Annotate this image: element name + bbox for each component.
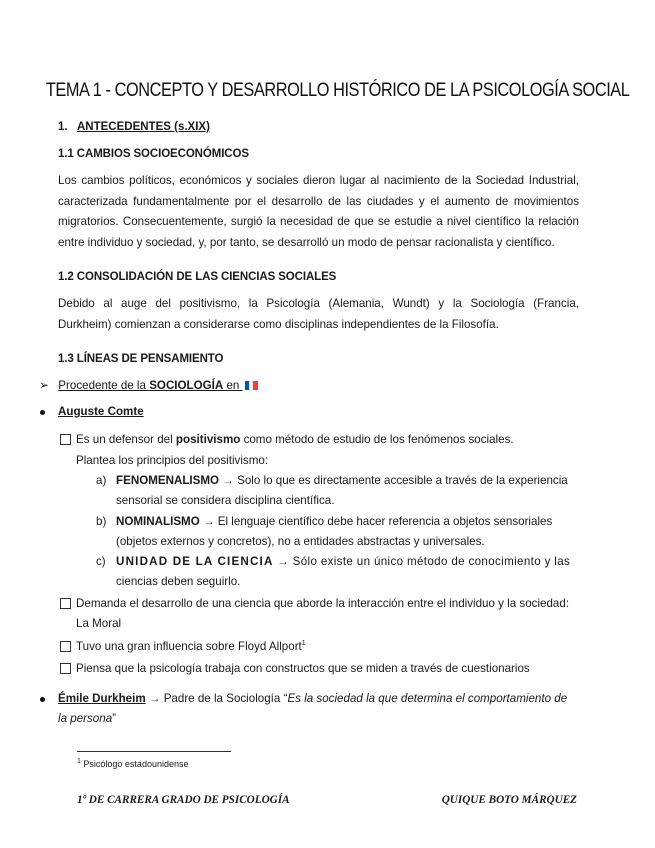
- subsection-heading-1-3: 1.3 LÍNEAS DE PENSAMIENTO: [58, 353, 224, 365]
- section-number: 1.: [58, 121, 68, 133]
- item-text: Es un defensor del: [76, 433, 176, 446]
- comte-item-cuestionarios: Piensa que la psicología trabaja con constructos que se miden a través de cuestionarios: [76, 662, 530, 675]
- origin-prefix: Procedente de la: [58, 379, 150, 392]
- principle-marker: b): [96, 515, 107, 528]
- paragraph-line: Durkheim) comienzan a considerarse como disciplinas independientes de la Filosofía.: [58, 317, 499, 331]
- checkbox-icon: [60, 663, 71, 674]
- paragraph-line: caracterizada fundamentalmente por el desarrollo de las ciudades y el aumento de movimientos: [58, 194, 579, 208]
- paragraph-line: Debido al auge del positivismo, la Psicología (Alemania, Wundt) y la Sociología (Francia,: [58, 297, 579, 310]
- comte-heading: Auguste Comte: [58, 405, 144, 418]
- footnote-marker: 1: [77, 758, 81, 765]
- checkbox-icon: [60, 641, 71, 652]
- origin-suffix: en: [223, 379, 243, 392]
- section-label: ANTECEDENTES (s.XIX): [77, 121, 210, 133]
- footer-right: QUIQUE BOTO MÁRQUEZ: [441, 794, 577, 806]
- subsection-heading-1-1: 1.1 CAMBIOS SOCIOECONÓMICOS: [58, 148, 249, 160]
- paragraph-line: entre individuo y sociedad, y, por tanto, se desarrolló un modo de pensar racionalista y científico.: [58, 235, 555, 249]
- principle-fenomenalismo: [116, 474, 568, 487]
- flag-stripe: [253, 381, 257, 390]
- durkheim-item-cont: [58, 712, 116, 725]
- footnote: [77, 759, 188, 769]
- origin-bold: SOCIOLOGÍA: [149, 379, 224, 392]
- paragraph-consolidacion: [58, 294, 579, 335]
- principle-unidad: [116, 555, 570, 568]
- principle-marker: c): [96, 555, 106, 568]
- bullet-dot-icon: [40, 697, 45, 702]
- quote-text: Es la sociedad la que determina el comportamiento de: [287, 692, 568, 705]
- paragraph-line: migratorios. Consecuentemente, surgió la necesidad de que se estudie a nivel científico la relación: [58, 215, 579, 229]
- principle-continuation: ciencias deben seguirlo.: [116, 575, 241, 588]
- principle-text: El lenguaje científico debe hacer referencia a objetos sensoriales: [217, 515, 553, 528]
- comte-item-moral: Demanda el desarrollo de una ciencia que aborde la interacción entre el individuo y la sociedad:: [76, 597, 570, 610]
- comte-item-moral-cont: La Moral: [76, 617, 122, 630]
- principle-term: UNIDAD DE LA CIENCIA: [116, 555, 274, 568]
- origin-text: [58, 379, 242, 392]
- france-flag-icon: [245, 380, 258, 389]
- item-text: Padre de la Sociología “: [163, 692, 288, 705]
- comte-item-principles-intro: Plantea los principios del positivismo:: [76, 454, 269, 467]
- durkheim-item: [58, 692, 567, 705]
- item-text: Tuvo una gran influencia sobre Floyd Allport: [76, 640, 302, 653]
- subsection-heading-1-2: 1.2 CONSOLIDACIÓN DE LAS CIENCIAS SOCIALES: [58, 271, 337, 283]
- comte-item-allport: [76, 640, 306, 653]
- principle-term: NOMINALISMO: [116, 515, 200, 528]
- item-text: como método de estudio de los fenómenos sociales.: [240, 433, 514, 446]
- arrow-icon: →: [145, 692, 164, 705]
- page-title: TEMA 1 - CONCEPTO Y DESARROLLO HISTÓRICO DE LA PSICOLOGÍA SOCIAL: [45, 80, 630, 101]
- arrow-icon: →: [273, 555, 293, 568]
- quote-close: ”: [112, 712, 117, 725]
- arrow-bullet-icon: ➢: [39, 378, 50, 392]
- quote-text: la persona: [58, 712, 113, 725]
- arrow-icon: →: [219, 474, 238, 487]
- paragraph-line: Los cambios políticos, económicos y sociales dieron lugar al nacimiento de la Sociedad Industrial,: [58, 174, 579, 187]
- principle-continuation: (objetos externos y concretos), no a entidades abstractas y universales.: [116, 535, 485, 548]
- principle-nominalismo: [116, 515, 552, 528]
- comte-item-positivismo: [76, 433, 514, 446]
- principle-text: Sólo existe un único método de conocimiento y las: [292, 555, 571, 568]
- principle-marker: a): [96, 474, 107, 487]
- footnote-ref[interactable]: 1: [301, 640, 306, 648]
- checkbox-icon: [60, 598, 71, 609]
- principle-term: FENOMENALISMO: [116, 474, 220, 487]
- principle-continuation: sensorial se considera disciplina científica.: [116, 494, 335, 507]
- footnote-divider: [77, 751, 231, 752]
- footer-left: 1º DE CARRERA GRADO DE PSICOLOGÍA: [77, 794, 290, 806]
- principle-text: Solo lo que es directamente accesible a través de la experiencia: [237, 474, 568, 487]
- bullet-dot-icon: [40, 410, 45, 415]
- list-item-origin: [39, 378, 258, 392]
- item-bold: positivismo: [175, 433, 241, 446]
- paragraph-cambios: [58, 171, 579, 253]
- arrow-icon: →: [199, 515, 218, 528]
- checkbox-icon: [60, 434, 71, 445]
- section-heading-antecedentes: [58, 121, 210, 133]
- footnote-text: Psicólogo estadounidense: [80, 759, 189, 769]
- durkheim-heading: Émile Durkheim: [58, 692, 146, 705]
